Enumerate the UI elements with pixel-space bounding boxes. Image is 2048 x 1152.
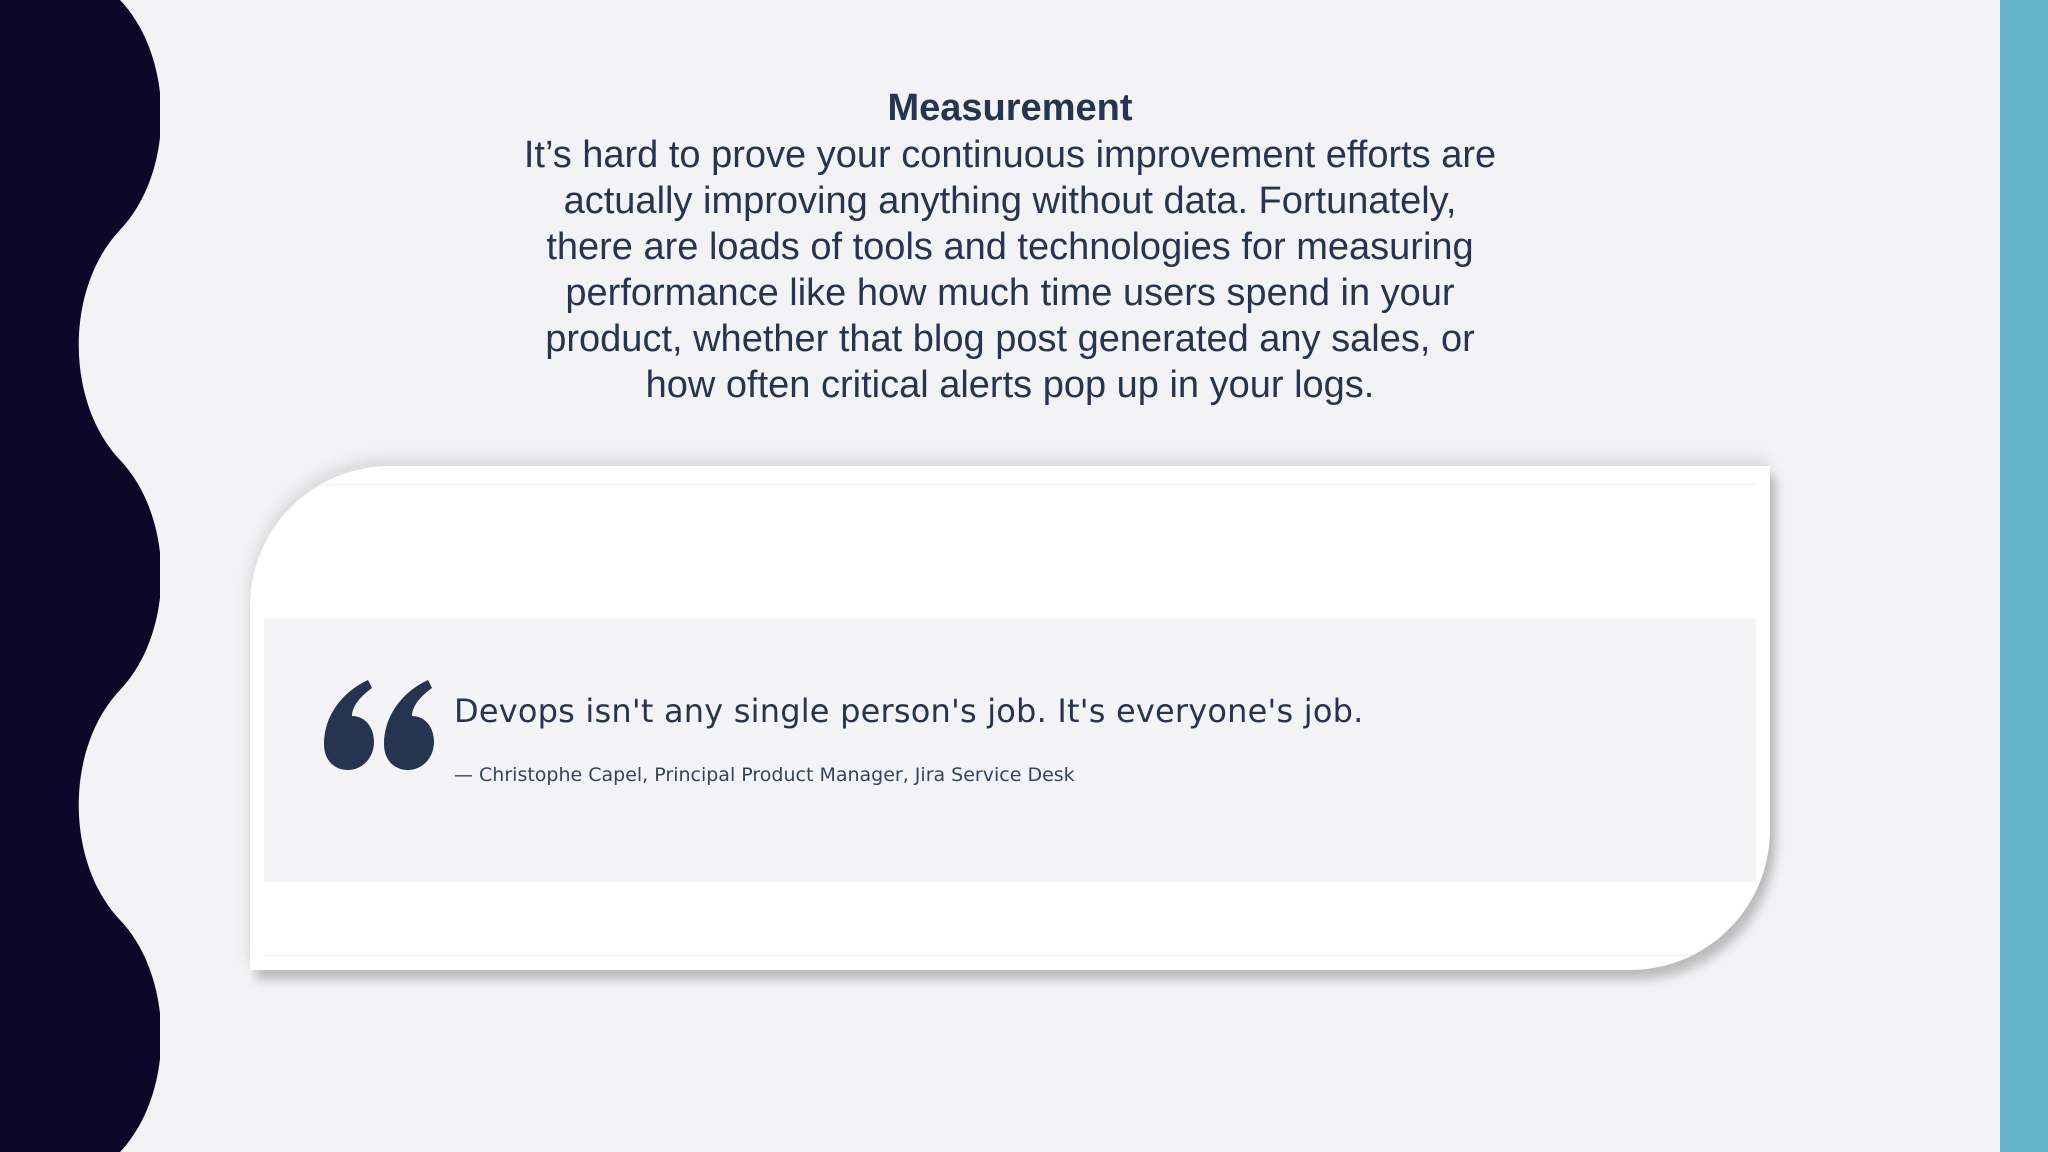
body-line: how often critical alerts pop up in your logs. <box>645 364 1375 406</box>
quote-band <box>264 618 1756 882</box>
body-line: product, whether that blog post generated any sales, or <box>545 318 1475 360</box>
body-line: there are loads of tools and technologies for measuring <box>546 226 1474 268</box>
slide-heading: Measurement <box>887 87 1133 129</box>
body-line: performance like how much time users spend in your <box>565 272 1455 314</box>
body-line: actually improving anything without data. Fortunately, <box>563 180 1457 222</box>
quote-text: Devops isn't any single person's job. It's everyone's job. <box>454 692 1364 730</box>
wavy-left-border <box>0 0 160 1152</box>
quote-card <box>250 466 1770 970</box>
right-accent-bar <box>2000 0 2048 1152</box>
quote-attribution: — Christophe Capel, Principal Product Manager, Jira Service Desk <box>454 764 1075 786</box>
measurement-text-block <box>470 84 1550 408</box>
quote-icon <box>324 680 434 770</box>
body-line: It’s hard to prove your continuous improvement efforts are <box>523 134 1497 176</box>
card-divider-top <box>264 484 1756 485</box>
card-divider-bottom <box>264 955 1756 956</box>
